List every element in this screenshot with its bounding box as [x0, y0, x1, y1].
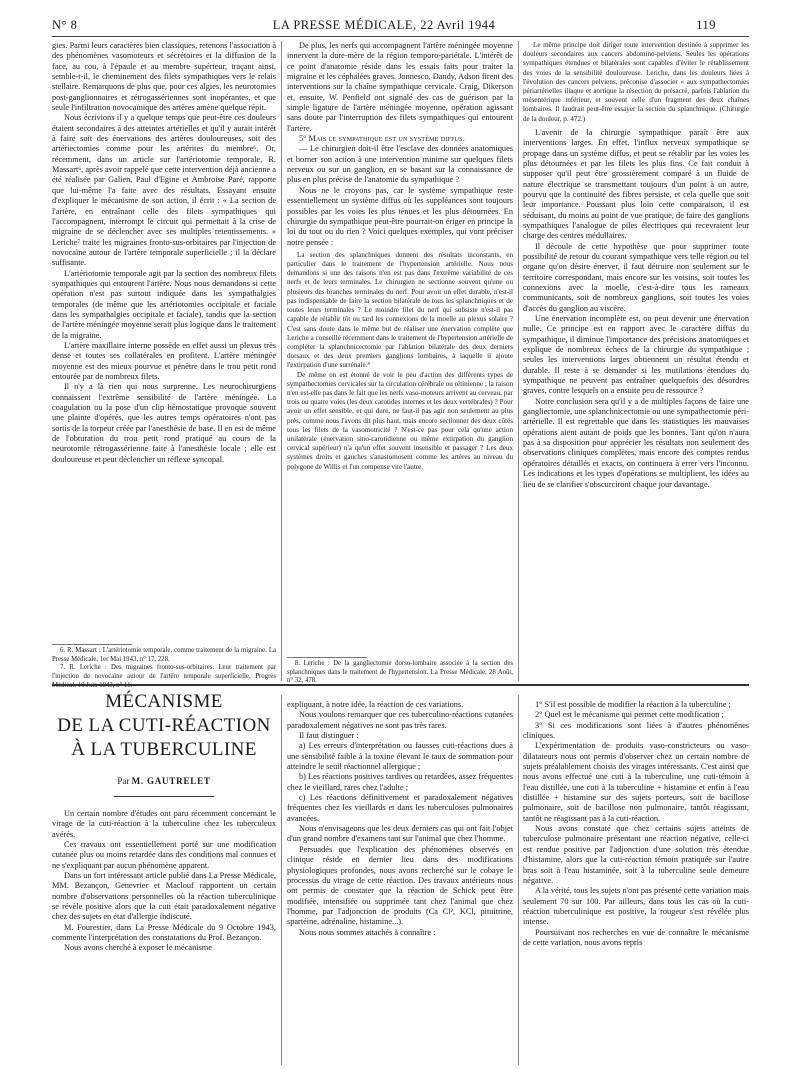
footnote: 8. Leriche : De la gangliectomie dorso-lombaire associée à la section des splanchniques dans le traitement de l'hypertension. La Presse Médicale, 28 Août, n° 32, 478.	[287, 660, 513, 685]
paragraph-small: La section des splanchniques donnent des résultats inconstants, en particulier dans le traitement de l'hypertension artérielle. Nous nous demandons si une des raisons n'en est pas dans l'extrême variabilité de ces nerfs et de leurs terminales. Le chirurgien ne sectionne souvent qu'une ou plusieurs des branches terminales du nerf. Pour avoir un effet durable, n'est-il pas indispensable de faire la section bilatérale de tous les splanchniques et de toutes leurs terminales ? Le moindre filet du nerf qui subsiste n'est-il pas capable de rétablir tôt ou tard les connexions de la moelle au plexus solaire ? C'est sans doute dans le même but de réaliser une énervation complète que Leriche a conseillé récemment dans le traitement de l'hypertension artérielle de compléter la splanchnicectomie par l'ablation bilatérale des deux derniers dorsaux et des deux premiers ganglions lombaires, à laquelle il ajoute l'extirpation d'une surrénale.⁸	[287, 250, 513, 370]
paragraph: Il faut distinguer :	[299, 731, 359, 741]
small-print-block	[287, 251, 513, 472]
paragraph: Nous ne le croyons pas, car le système sympathique reste essentiellement un système diffus où les suppléances sont toujours possibles par les voies les plus ténues et les plus détournées. En chirurgie du sympathique peut-être pourrait-on ériger en principe la loi du tout ou du rien ? Voici quelques exemples, qui vont préciser notre pensée :	[287, 185, 513, 247]
paragraph: c) Les réactions définitivement et paradoxalement négatives fréquentes chez les vieillards et dans les tuberculoses pulmonaires avancées.	[287, 793, 513, 823]
paragraph: expliquant, à notre idée, la réaction de ces variations.	[287, 700, 464, 709]
paragraph: Nous avons cherché à exposer le mécanisme	[64, 943, 212, 953]
article-column-2	[287, 700, 513, 938]
paragraph-small: De même on est étonné de voir le peu d'action des différents types de sympathectomies cervicales sur la circulation cérébrale ou rétinienne ; la raison n'en est-elle pas dans le fait que les nerfs vaso-moteurs arrivent au cerveau, par trois ou quatre voies (les deux carotides internes et les deux vertébrales) ? Pour avoir un effet sensible, et qui dure, ne faut-il pas agir non seulement au plus près, comme nous l'avons dit plus haut, mais encore sectionner des deux côtés tous les filets de la vasomotricité ? N'est-ce pas pour cela qu'une action unilatérale (énervation sino-carotidienne ou même extirpation du ganglion cervical supérieur) n'a qu'un effet souvent insensible et passager ? Les deux systèmes droits et gauches s'anastomosent comme les artères au niveau du polygone de Willis et l'un compense vite l'autre.	[287, 370, 513, 471]
small-print-block	[523, 41, 749, 124]
column-divider	[281, 41, 282, 681]
paragraph: Il n'y a là rien qui nous surprenne. Les neurochirurgiens connaissent l'extrême sensibilité de l'artère méningée. La coagulation ou la pose d'un clip hémostatique provoque souvent une plainte d'opérés, que les autres temps opératoires n'ont pas sortis de la torpeur créée par l'anesthésie de base. Il en est de même de l'obturation du trou petit rond pratiqué au cours de la neurotomie rétrogassérienne faite à l'anesthésie locale ; elle est douloureuse et peut déclencher un réflexe syncopal.	[52, 382, 276, 464]
article-column-3	[523, 700, 749, 948]
paragraph: Nous voulons remarquer que ces tuberculino-réactions cutanées paradoxalement négatives ne sont pas très rares.	[287, 710, 513, 730]
paragraph: Poursuivant nos recherches en vue de connaître le mécanisme de cette variation, nous avons repris	[523, 927, 749, 947]
paragraph: Nous avons constaté que chez certains sujets atteints de tuberculose pulmonaire présentant une réaction négative, celle-ci est rendue positive par l'adjonction d'une solution très étendue d'histamine, alors que la cuti-réaction témoin pratiquée sur l'autre bras soit à l'eau histaminée, soit à la tuberculine seule demeure négative.	[523, 824, 749, 885]
column-divider	[281, 695, 282, 1065]
section-title: Mais le sympathique est un système diffus.	[308, 134, 465, 144]
journal-title: LA PRESSE MÉDICALE, 22 Avril 1944	[272, 18, 496, 32]
paragraph: Un certain nombre d'études ont paru récemment concernant le virage de la cuti-réaction à la tuberculine chez les tuberculeux avérés.	[52, 809, 276, 839]
column-3	[523, 41, 749, 490]
page-number: 119	[696, 18, 716, 32]
section-number: 5°	[299, 134, 307, 144]
running-header	[52, 18, 716, 36]
column-1	[52, 41, 276, 465]
column-2	[287, 41, 513, 472]
column-divider	[518, 695, 519, 1065]
paragraph-small: Le même principe doit diriger toute intervention destinée à supprimer les douleurs secondaires aux cancers abdomino-pelviens. Seules les opérations sympathiques étendues et bilatérales sont capables d'éviter le rétablissement des voies de la sensibilité douloureuse. Leriche, dans les douleurs liées à l'évolution des cancers pelviens, préconise d'associer « aux sympathectomies périartérielles iliaque et aortique la résection du présacré, parfois l'ablation du mésentérique inférieur, et souvent celle d'un fragment des deux chaînes lombaires. Il faudrait peut-être essayer la section du splanchnique. (Chirurgie de la douleur, p. 472.)	[523, 41, 749, 123]
paragraph: Ces travaux ont essentiellement porté sur une modification cutanée plus ou moins retardée dans des conditions mal connues et ne s'expliquant par aucun phénomène apparent.	[52, 840, 276, 870]
paragraph: Il découle de cette hypothèse que pour supprimer toute possibilité de retour du courant sympathique vers telle région ou tel organe qu'on désire énerver, il faut détruire non seulement sur le territoire correspondant, mais encore sur les voisins, soit toutes les connexions avec la moelle, c'est-à-dire tous les rameaux communicants, soit de nombreux ganglions, soit toutes les voies d'accès du ganglion au viscère.	[523, 241, 749, 313]
paragraph: L'avenir de la chirurgie sympathique paraît être aux interventions larges. En effet, l'influx nerveux sympathique se propage dans un système diffus, et peut se rétablir par les voies les plus détournées et par les filets les plus fins. Ce fait conduit à supposer qu'il peut être grossièrement comparé à un fluide de nature électrique se transmettant toujours d'un point à un autre, pourvu que la continuité des fibres persiste, et cela quelle que soit leur importance. Poussant plus loin cette comparaison, il est séduisant, du moins au point de vue pratique, de faire des ganglions sympathiques l'analogue de piles électriques qui recevraient leur charge des centres médullaires.	[523, 127, 749, 241]
article-title	[52, 690, 276, 762]
paragraph: A la vérité, tous les sujets n'ont pas présenté cette variation mais seulement 70 sur 100. Par ailleurs, dans tous les cas où la cuti-réaction tuberculinique est positive, la rougeur s'est révélée plus intense.	[523, 886, 749, 927]
author-name: M. GAUTRELET	[131, 776, 211, 786]
paragraph: L'artériotomie temporale agit par la section des nombreux filets sympathiques qui entourent l'artère. Nous nous demandons si cette opération n'est pas surtout indiquée dans les sympathalgies temporales (de même que les artériotomies occipitale et faciale dans les sympathalgies occipitale et faciale), tandis que la section de l'artère méningée moyenne serait plus logique dans le traitement de la migraine.	[52, 268, 276, 340]
paragraph: L'artère maxillaire interne possède en effet aussi un plexus très dense et toutes ses collatérales en profitent. L'artère méningée moyenne est des mieux pourvue et pénètre dans le trou petit rond entourée par de nombreux filets.	[52, 340, 276, 381]
article-column-1	[52, 809, 276, 954]
column-2-footnote	[287, 660, 513, 686]
paragraph: a) Les erreurs d'interprétation ou fausses cuti-réactions dues à une sensibilité faible à la toxine élevant le taux de sommation pour atteindre le seuil réactionnel allergique ;	[287, 741, 513, 772]
article	[52, 690, 276, 954]
footnote: 7. R. Leriche : Des migraines fronto-sus-orbitaires. Leur traitement par l'injection de novocaïne autour de l'artère temporale superficielle. Progrès Médical, 10 Juin 1943, n° 11.	[52, 664, 276, 689]
paragraph: De plus, les nerfs qui accompagnent l'artère méningée moyenne innervent la dure-mère de la région temporo-pariétale. L'intérêt de ce point d'anatomie réside dans les essais faits pour traiter la migraine et les céphalées graves. Jonnesco, Dandy, Adson firent des interventions sur la chaîne sympathique cervicale. Craig, Dikerson et, ensuite, W. Penfield ont signalé des cas de guérison par la simple ligature de l'artère méningée moyenne, opération agissant sans doute par l'interruption des filets sympathiques qui entourent l'artère.	[287, 41, 513, 133]
section-heading	[287, 134, 513, 144]
paragraph: — Le chirurgien doit-il être l'esclave des données anatomiques et borner son action à une intervention minime sur quelques filets nerveux ou sur un ganglion, en se basant sur la connaissance de plus en plus précise de l'anatomie du sympathique ?	[287, 144, 513, 185]
title-rule	[114, 796, 214, 797]
paragraph: 3° Si ces modifications sont liées à d'autres phénomènes cliniques.	[523, 720, 749, 741]
article-title-line: DE LA CUTI-RÉACTION	[57, 715, 271, 736]
header-rule	[52, 36, 749, 37]
paragraph: Nous écrivions il y a quelque temps que peut-être ces douleurs étaient secondaires à des atteintes artérielles et qu'il y aurait intérêt à faire soit des énervations des artères douloureuses, soit des artériectomies comme pour les artérites du membre⁶. Or, récemment, dans un article sur l'artériotomie temporale, R. Massart⁶, après avoir rappelé que cette intervention déjà ancienne a été réalisée par Galien, Paul d'Egine et Ambroise Paré, rapporte que lui-même l'a faite avec des résultats. Essayant ensuite d'expliquer le mécanisme de son action, il écrit : « La section de l'artère, en entraînant celle des filets sympathiques qui l'accompagnent, interrompt le circuit qui permettait à la crise de migraine de se déclencher avec ses multiples retentissements. » Leriche⁷ traite les migraines fronto-sus-orbitaires par l'injection de novocaïne autour de l'artère temporale superficielle ; il la déclare suffisante.	[52, 113, 276, 268]
paragraph: L'expérimentation de produits vaso-constricteurs ou vaso-dilatateurs nous ont permis d'observer chez un certain nombre de sujets préalablement choisis des virages intéressants. C'est ainsi que nous avons effectué une cuti à la tuberculine, une cuti-témoin à l'eau distillée, une cuti à la tuberculine + histamine et enfin à l'eau distillée + histamine sur des sujets porteurs, soit de bacillose pulmonaire, soit de bacillose non pulmonaire, tantôt réagissant, tantôt ne réagissant pas à la cuti-réaction.	[523, 741, 749, 823]
paragraph: 1° S'il est possible de modifier la réaction à la tuberculine ;	[535, 700, 731, 709]
article-title-line: MÉCANISME	[105, 691, 223, 712]
footnote-rule	[52, 644, 132, 645]
section-separator	[52, 684, 749, 686]
paragraph: Notre conclusion sera qu'il y a de multiples façons de faire une gangliectomie, une splanchnicectomie ou une sympathectomie péri-artérielle. Il est regrettable que dans les statistiques les mauvaises opérations aient autant de poids que les bonnes. Tant qu'on n'aura pas à sa disposition pour apprécier les résultats non seulement des observations cliniques complètes, mais encore des comptes rendus opératoires détaillés et exacts, on continuera à errer vers l'inconnu. Les indications et les types d'opérations se multiplient, les idées au lieu de se clarifier s'obscurciront chaque jour davantage.	[523, 396, 749, 489]
byline	[52, 776, 276, 786]
column-divider	[518, 41, 519, 681]
paragraph: gies. Parmi leurs caractères bien classiques, retenons l'association à des phénomènes vasomoteurs et sécrétoires et la diffusion de la face, au cou, à l'épaule et au membre supérieur, traçant ainsi, semble-t-il, le cheminement des filets sympathiques vers le relais stellaire. Remarquons de plus que, pour ces algies, les neurotomies post-ganglionnaires et rétrogassériennes sont inopérantes, et que seule l'infiltration novocaïnique des artères amène quelque répit.	[52, 41, 276, 113]
article-title-line: À LA TUBERCULINE	[71, 739, 257, 760]
byline-prefix: Par	[117, 776, 130, 786]
footnote: 6. R. Massart : L'artériotomie temporale, comme traitement de la migraine. La Presse Médicale, 1er Mai 1943, n° 17, 228.	[52, 647, 276, 663]
paragraph: Dans un fort intéressant article publié dans La Presse Médicale, MM. Bezançon, Genevrier et Maclouf rapportent un certain nombre d'observations personnelles où la réaction tuberculinique se révèle positive alors que la cuti était paradoxalement négative chez des sujets en état d'allergie indiscuté.	[52, 871, 276, 922]
paragraph: 2° Quel est le mécanisme qui permet cette modification ;	[535, 710, 724, 720]
footnote-rule	[287, 657, 367, 658]
paragraph: Nous nous sommes attachés à connaître :	[299, 927, 436, 937]
paragraph: Persuadés que l'explication des phénomènes observés en clinique réside en dernier lieu dans des modifications physiologiques profondes, nous avons recherché sur le cobaye le processus du virage de cette réaction. Des travaux antérieurs nous ont permis de constater que la réaction de Schick peut être modifiée, intensifiée ou supprimée tant chez l'animal que chez l'homme, par l'adjonction de produits (Ca Cl², KCl, pituitrine, spartéine, adrénaline, histamine...).	[287, 844, 513, 927]
paragraph: b) Les réactions positives tardives ou retardées, assez fréquentes chez le vieillard, rares chez l'adulte ;	[287, 772, 513, 792]
paragraph: M. Fourestier, dans La Presse Médicale du 9 Octobre 1943, commente l'interprétation des constatations du Prof. Bezançon.	[52, 922, 276, 943]
paragraph: Une énervation incomplète est, ou peut devenir une énervation nulle. Ce principe est en rapport avec le caractère diffus du sympathique, il diminue l'importance des précisions anatomiques et explique de nombreux échecs de la chirurgie du sympathique ; seules les interventions larges obtiennent un résultat étendu et durable. Il reste à se demander si les mutilations étendues du sympathique ne peuvent pas entraîner quelquefois des désordres graves, contre lesquels on a ensuite peu de ressource ?	[523, 314, 749, 396]
paragraph: Nous n'envisageons que les deux derniers cas qui ont fait l'objet d'un grand nombre d'examens tant sur l'animal que chez l'homme.	[287, 824, 513, 844]
issue-number: N° 8	[52, 18, 78, 32]
